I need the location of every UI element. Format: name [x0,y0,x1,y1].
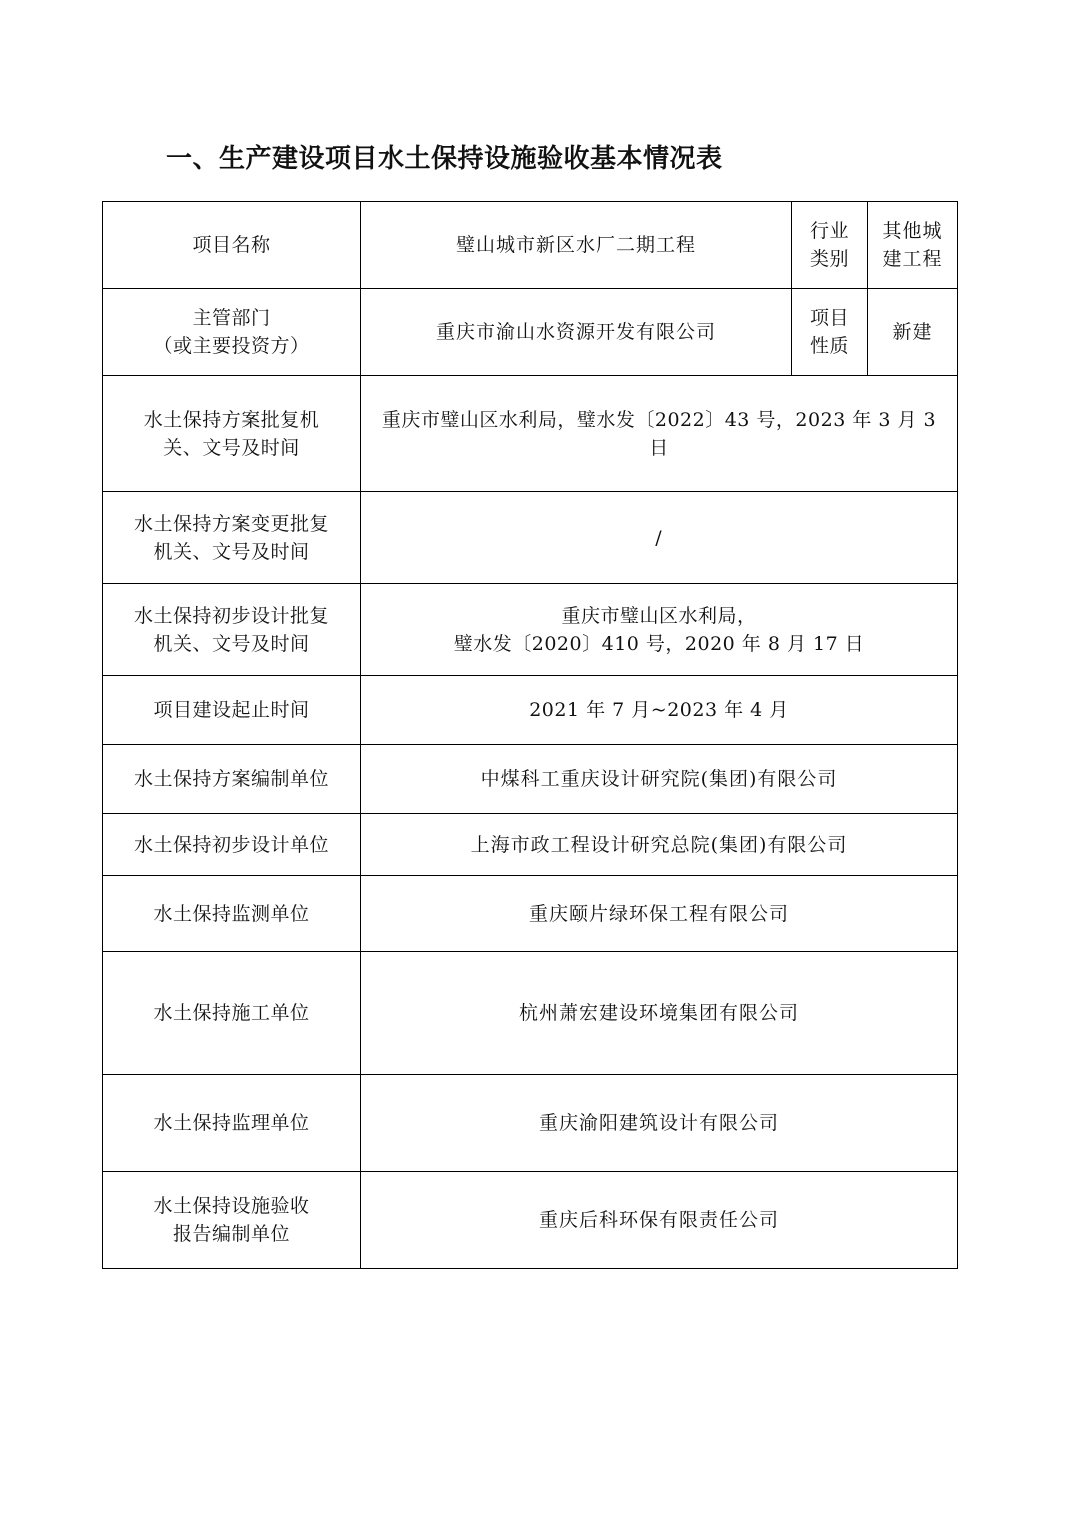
project-name-value: 璧山城市新区水厂二期工程 [361,202,792,289]
preliminary-designer-value: 上海市政工程设计研究总院(集团)有限公司 [361,814,958,876]
table-row [103,289,958,376]
construction-period-value: 2021 年 7 月~2023 年 4 月 [361,676,958,745]
acceptance-report-value: 重庆后科环保有限责任公司 [361,1172,958,1269]
monitoring-unit-label: 水土保持监测单位 [103,876,361,952]
plan-change-approval-label: 水土保持方案变更批复 机关、文号及时间 [103,492,361,584]
industry-category-label: 行业 类别 [792,202,868,289]
construction-unit-label: 水土保持施工单位 [103,952,361,1075]
table-row [103,492,958,584]
table-row [103,876,958,952]
page-title: 一、生产建设项目水土保持设施验收基本情况表 [166,144,723,174]
industry-category-value: 其他城 建工程 [868,202,958,289]
table-row [103,952,958,1075]
construction-unit-value: 杭州萧宏建设环境集团有限公司 [361,952,958,1075]
supervision-unit-value: 重庆渝阳建筑设计有限公司 [361,1075,958,1172]
table-row [103,1075,958,1172]
table-row [103,376,958,492]
table-row [103,676,958,745]
table-row [103,814,958,876]
project-nature-label: 项目 性质 [792,289,868,376]
table-row [103,745,958,814]
supervision-unit-label: 水土保持监理单位 [103,1075,361,1172]
department-value: 重庆市渝山水资源开发有限公司 [361,289,792,376]
plan-change-approval-value: / [361,492,958,584]
plan-compiler-label: 水土保持方案编制单位 [103,745,361,814]
plan-approval-label: 水土保持方案批复机 关、文号及时间 [103,376,361,492]
plan-approval-value: 重庆市璧山区水利局，璧水发〔2022〕43 号，2023 年 3 月 3 日 [361,376,958,492]
acceptance-report-label: 水土保持设施验收 报告编制单位 [103,1172,361,1269]
basic-info-table [102,201,958,1269]
preliminary-design-approval-label: 水土保持初步设计批复 机关、文号及时间 [103,584,361,676]
construction-period-label: 项目建设起止时间 [103,676,361,745]
table-row [103,1172,958,1269]
department-label: 主管部门 （或主要投资方） [103,289,361,376]
preliminary-designer-label: 水土保持初步设计单位 [103,814,361,876]
monitoring-unit-value: 重庆颐片绿环保工程有限公司 [361,876,958,952]
plan-compiler-value: 中煤科工重庆设计研究院(集团)有限公司 [361,745,958,814]
project-nature-value: 新建 [868,289,958,376]
preliminary-design-approval-value: 重庆市璧山区水利局， 璧水发〔2020〕410 号，2020 年 8 月 17 日 [361,584,958,676]
table-row [103,202,958,289]
project-name-label: 项目名称 [103,202,361,289]
table-row [103,584,958,676]
